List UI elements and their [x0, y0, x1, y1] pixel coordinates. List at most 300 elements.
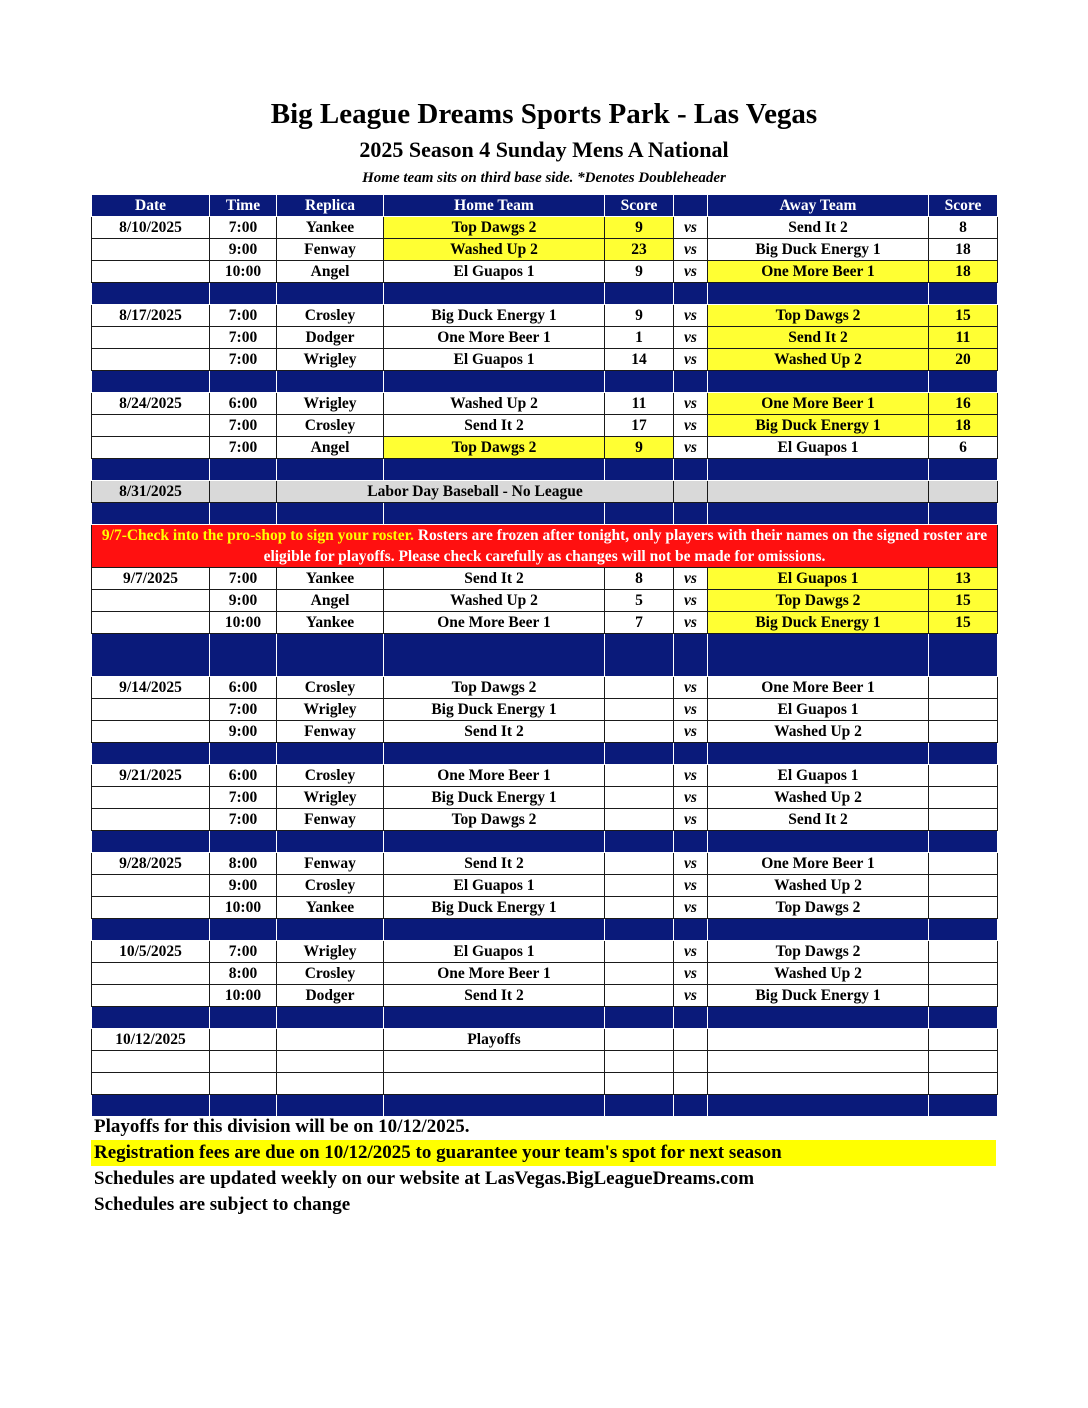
separator-cell: [929, 283, 998, 305]
away-team: Send It 2: [708, 217, 929, 239]
home-score: [605, 985, 674, 1007]
home-score: [605, 787, 674, 809]
separator-cell: [384, 1007, 605, 1029]
week-separator-row: [92, 459, 998, 481]
separator-cell: [92, 743, 210, 765]
vs-label: vs: [674, 239, 708, 261]
week-separator-row: [92, 919, 998, 941]
home-team: Send It 2: [384, 721, 605, 743]
away-team: Big Duck Energy 1: [708, 239, 929, 261]
game-date: [92, 437, 210, 459]
game-time: 7:00: [210, 437, 277, 459]
game-time: 7:00: [210, 327, 277, 349]
empty-cell: [210, 1073, 277, 1095]
home-team: El Guapos 1: [384, 349, 605, 371]
vs-label: vs: [674, 327, 708, 349]
separator-cell: [277, 283, 384, 305]
separator-cell: [92, 919, 210, 941]
separator-cell: [210, 919, 277, 941]
separator-cell: [210, 1007, 277, 1029]
game-time: 8:00: [210, 963, 277, 985]
empty-cell: [384, 1073, 605, 1095]
game-time: 7:00: [210, 217, 277, 239]
empty-cell: [674, 1029, 708, 1051]
roster-notice-lead: 9/7-Check into the pro-shop to sign your roster.: [101, 527, 414, 544]
game-date: [92, 349, 210, 371]
away-team: Big Duck Energy 1: [708, 415, 929, 437]
header-replica: Replica: [277, 195, 384, 217]
away-score: 13: [929, 568, 998, 590]
vs-label: vs: [674, 261, 708, 283]
game-date: [92, 415, 210, 437]
game-field: Fenway: [277, 721, 384, 743]
game-row: [92, 897, 998, 919]
away-score: 15: [929, 305, 998, 327]
away-score: [929, 699, 998, 721]
home-score: 9: [605, 305, 674, 327]
game-time: 6:00: [210, 677, 277, 699]
home-score: [605, 963, 674, 985]
empty-cell: [210, 1051, 277, 1073]
home-score: 7: [605, 612, 674, 634]
separator-cell: [384, 459, 605, 481]
separator-cell: [605, 743, 674, 765]
home-team: One More Beer 1: [384, 765, 605, 787]
game-date: [92, 963, 210, 985]
week-separator-row: [92, 371, 998, 393]
game-field: Crosley: [277, 963, 384, 985]
separator-cell: [929, 503, 998, 525]
game-time: 10:00: [210, 261, 277, 283]
vs-label: vs: [674, 699, 708, 721]
header-home-team: Home Team: [384, 195, 605, 217]
separator-cell: [674, 371, 708, 393]
game-row: [92, 239, 998, 261]
home-score: 9: [605, 437, 674, 459]
game-row: [92, 305, 998, 327]
separator-cell: [708, 831, 929, 853]
home-score: [605, 809, 674, 831]
header-away-score: Score: [929, 195, 998, 217]
vs-label: vs: [674, 677, 708, 699]
game-field: Fenway: [277, 853, 384, 875]
separator-cell: [384, 283, 605, 305]
game-time: 7:00: [210, 699, 277, 721]
vs-label: vs: [674, 349, 708, 371]
game-date: 10/5/2025: [92, 941, 210, 963]
home-team: Top Dawgs 2: [384, 217, 605, 239]
home-team: Top Dawgs 2: [384, 677, 605, 699]
separator-cell: [605, 503, 674, 525]
separator-cell: [92, 634, 210, 677]
separator-cell: [708, 503, 929, 525]
separator-cell: [605, 919, 674, 941]
vs-label: vs: [674, 875, 708, 897]
separator-cell: [92, 283, 210, 305]
separator-cell: [708, 1007, 929, 1029]
game-row: [92, 787, 998, 809]
schedule-table: [91, 194, 998, 1117]
vs-label: vs: [674, 853, 708, 875]
empty-cell: [929, 1073, 998, 1095]
footer-website-note: Schedules are updated weekly on our website at LasVegas.BigLeagueDreams.com: [94, 1168, 755, 1189]
vs-label: vs: [674, 217, 708, 239]
game-time: 7:00: [210, 787, 277, 809]
game-time: 10:00: [210, 612, 277, 634]
vs-label: vs: [674, 941, 708, 963]
away-score: [929, 765, 998, 787]
separator-cell: [708, 743, 929, 765]
game-row: [92, 765, 998, 787]
game-time: 7:00: [210, 349, 277, 371]
empty-cell: [384, 1051, 605, 1073]
game-row: [92, 721, 998, 743]
game-time: 9:00: [210, 590, 277, 612]
empty-cell: [674, 1073, 708, 1095]
separator-cell: [929, 831, 998, 853]
game-field: Angel: [277, 261, 384, 283]
game-row: [92, 261, 998, 283]
away-score: 11: [929, 327, 998, 349]
vs-label: vs: [674, 963, 708, 985]
separator-cell: [605, 283, 674, 305]
separator-cell: [708, 634, 929, 677]
separator-cell: [708, 371, 929, 393]
game-field: Fenway: [277, 239, 384, 261]
away-score: 18: [929, 239, 998, 261]
game-time: 6:00: [210, 765, 277, 787]
separator-cell: [277, 371, 384, 393]
game-field: Wrigley: [277, 393, 384, 415]
roster-notice: [92, 525, 998, 568]
empty-cell: [708, 1073, 929, 1095]
separator-cell: [92, 459, 210, 481]
separator-cell: [674, 634, 708, 677]
home-score: [605, 853, 674, 875]
home-score: [605, 765, 674, 787]
empty-cell: [674, 1051, 708, 1073]
home-team: Washed Up 2: [384, 393, 605, 415]
game-row: [92, 809, 998, 831]
separator-cell: [384, 919, 605, 941]
vs-label: vs: [674, 437, 708, 459]
away-score: [929, 721, 998, 743]
game-date: [92, 897, 210, 919]
home-team: Big Duck Energy 1: [384, 787, 605, 809]
game-row: [92, 941, 998, 963]
blank-row: [92, 1073, 998, 1095]
home-score: [605, 897, 674, 919]
game-field: Dodger: [277, 985, 384, 1007]
home-score: 9: [605, 217, 674, 239]
game-time: 7:00: [210, 809, 277, 831]
away-score: [929, 853, 998, 875]
away-score: [929, 941, 998, 963]
away-team: Top Dawgs 2: [708, 897, 929, 919]
game-date: 8/10/2025: [92, 217, 210, 239]
page-note: Home team sits on third base side. *Denotes Doubleheader: [362, 170, 726, 186]
header-home-score: Score: [605, 195, 674, 217]
separator-cell: [929, 1007, 998, 1029]
home-score: 9: [605, 261, 674, 283]
home-score: 5: [605, 590, 674, 612]
away-team: One More Beer 1: [708, 677, 929, 699]
header-date: Date: [92, 195, 210, 217]
home-score: [605, 699, 674, 721]
game-date: [92, 590, 210, 612]
empty-cell: [605, 1029, 674, 1051]
away-score: [929, 963, 998, 985]
home-score: [605, 677, 674, 699]
away-team: Washed Up 2: [708, 721, 929, 743]
home-team: Top Dawgs 2: [384, 809, 605, 831]
separator-cell: [277, 743, 384, 765]
home-team: Send It 2: [384, 415, 605, 437]
roster-notice-row: [92, 525, 998, 568]
home-team: El Guapos 1: [384, 875, 605, 897]
home-team: Big Duck Energy 1: [384, 699, 605, 721]
game-time: 9:00: [210, 239, 277, 261]
away-team: Top Dawgs 2: [708, 305, 929, 327]
home-team: One More Beer 1: [384, 612, 605, 634]
away-team: Washed Up 2: [708, 875, 929, 897]
game-row: [92, 612, 998, 634]
game-row: [92, 677, 998, 699]
home-score: [605, 721, 674, 743]
empty-cell: [210, 1029, 277, 1051]
game-date: 9/28/2025: [92, 853, 210, 875]
header-vs: [674, 195, 708, 217]
home-score: [605, 941, 674, 963]
separator-cell: [384, 634, 605, 677]
game-field: Crosley: [277, 765, 384, 787]
away-score: [929, 677, 998, 699]
empty-cell: [92, 1073, 210, 1095]
separator-cell: [674, 459, 708, 481]
separator-cell: [210, 634, 277, 677]
game-row: [92, 853, 998, 875]
game-time: 8:00: [210, 853, 277, 875]
away-score: [929, 897, 998, 919]
blank-row: [92, 1051, 998, 1073]
game-row: [92, 437, 998, 459]
separator-cell: [210, 459, 277, 481]
separator-cell: [210, 831, 277, 853]
game-field: Fenway: [277, 809, 384, 831]
game-field: Dodger: [277, 327, 384, 349]
game-row: [92, 875, 998, 897]
game-field: Wrigley: [277, 787, 384, 809]
separator-cell: [708, 919, 929, 941]
home-team: One More Beer 1: [384, 327, 605, 349]
empty-cell: [674, 481, 708, 503]
separator-cell: [929, 919, 998, 941]
game-date: [92, 809, 210, 831]
separator-cell: [277, 503, 384, 525]
separator-cell: [210, 371, 277, 393]
game-row: [92, 415, 998, 437]
home-score: [605, 875, 674, 897]
game-field: Angel: [277, 437, 384, 459]
week-separator-row: [92, 283, 998, 305]
separator-cell: [674, 1007, 708, 1029]
separator-cell: [210, 503, 277, 525]
week-separator-row: [92, 831, 998, 853]
separator-cell: [92, 371, 210, 393]
game-time: 10:00: [210, 985, 277, 1007]
game-row: [92, 568, 998, 590]
game-row: [92, 217, 998, 239]
separator-cell: [674, 743, 708, 765]
vs-label: vs: [674, 721, 708, 743]
holiday-text: Labor Day Baseball - No League: [277, 481, 674, 503]
game-time: 7:00: [210, 568, 277, 590]
vs-label: vs: [674, 305, 708, 327]
header-away-team: Away Team: [708, 195, 929, 217]
away-score: 8: [929, 217, 998, 239]
home-team: Send It 2: [384, 853, 605, 875]
home-score: 17: [605, 415, 674, 437]
empty-cell: [605, 1073, 674, 1095]
away-team: Send It 2: [708, 809, 929, 831]
separator-cell: [929, 743, 998, 765]
game-date: [92, 787, 210, 809]
empty-cell: [929, 1051, 998, 1073]
empty-cell: [277, 1029, 384, 1051]
vs-label: vs: [674, 393, 708, 415]
separator-cell: [92, 1007, 210, 1029]
game-date: 9/7/2025: [92, 568, 210, 590]
vs-label: vs: [674, 985, 708, 1007]
vs-label: vs: [674, 897, 708, 919]
home-score: 11: [605, 393, 674, 415]
empty-cell: [929, 1029, 998, 1051]
separator-cell: [674, 831, 708, 853]
game-date: [92, 985, 210, 1007]
header-time: Time: [210, 195, 277, 217]
separator-cell: [605, 634, 674, 677]
empty-cell: [929, 481, 998, 503]
away-team: Big Duck Energy 1: [708, 612, 929, 634]
home-score: 23: [605, 239, 674, 261]
separator-cell: [210, 743, 277, 765]
game-date: 8/17/2025: [92, 305, 210, 327]
away-team: El Guapos 1: [708, 765, 929, 787]
away-team: El Guapos 1: [708, 699, 929, 721]
game-field: Crosley: [277, 677, 384, 699]
away-team: El Guapos 1: [708, 437, 929, 459]
separator-cell: [605, 459, 674, 481]
separator-cell: [605, 1007, 674, 1029]
separator-cell: [92, 503, 210, 525]
game-row: [92, 327, 998, 349]
away-team: One More Beer 1: [708, 853, 929, 875]
game-field: Crosley: [277, 875, 384, 897]
away-score: 16: [929, 393, 998, 415]
week-separator-row: [92, 634, 998, 677]
away-team: One More Beer 1: [708, 393, 929, 415]
game-row: [92, 393, 998, 415]
away-team: Send It 2: [708, 327, 929, 349]
separator-cell: [708, 283, 929, 305]
separator-cell: [674, 503, 708, 525]
away-score: 18: [929, 261, 998, 283]
game-date: [92, 239, 210, 261]
game-date: [92, 699, 210, 721]
home-score: 8: [605, 568, 674, 590]
away-score: 15: [929, 590, 998, 612]
away-team: One More Beer 1: [708, 261, 929, 283]
vs-label: vs: [674, 787, 708, 809]
game-row: [92, 590, 998, 612]
home-team: Top Dawgs 2: [384, 437, 605, 459]
separator-cell: [277, 634, 384, 677]
separator-cell: [384, 831, 605, 853]
game-field: Crosley: [277, 415, 384, 437]
game-time: 9:00: [210, 875, 277, 897]
game-date: [92, 261, 210, 283]
home-team: Big Duck Energy 1: [384, 897, 605, 919]
away-score: 18: [929, 415, 998, 437]
vs-label: vs: [674, 590, 708, 612]
away-team: El Guapos 1: [708, 568, 929, 590]
game-row: [92, 699, 998, 721]
week-separator-row: [92, 743, 998, 765]
away-team: Washed Up 2: [708, 787, 929, 809]
away-team: Top Dawgs 2: [708, 941, 929, 963]
game-row: [92, 349, 998, 371]
game-date: 9/21/2025: [92, 765, 210, 787]
away-score: [929, 809, 998, 831]
separator-cell: [929, 371, 998, 393]
away-team: Washed Up 2: [708, 963, 929, 985]
separator-cell: [277, 919, 384, 941]
away-score: [929, 985, 998, 1007]
empty-cell: [708, 481, 929, 503]
game-field: Angel: [277, 590, 384, 612]
holiday-date: 8/31/2025: [92, 481, 210, 503]
footer-playoffs-note: Playoffs for this division will be on 10/12/2025.: [94, 1116, 470, 1137]
separator-cell: [605, 371, 674, 393]
vs-label: vs: [674, 415, 708, 437]
vs-label: vs: [674, 568, 708, 590]
holiday-row: [92, 481, 998, 503]
home-team: One More Beer 1: [384, 963, 605, 985]
separator-cell: [929, 459, 998, 481]
game-time: 10:00: [210, 897, 277, 919]
separator-cell: [708, 459, 929, 481]
away-team: Washed Up 2: [708, 349, 929, 371]
away-team: Big Duck Energy 1: [708, 985, 929, 1007]
away-team: Top Dawgs 2: [708, 590, 929, 612]
week-separator-row: [92, 1007, 998, 1029]
game-field: Wrigley: [277, 699, 384, 721]
separator-cell: [277, 459, 384, 481]
empty-cell: [210, 481, 277, 503]
separator-cell: [929, 634, 998, 677]
home-team: Big Duck Energy 1: [384, 305, 605, 327]
game-field: Yankee: [277, 612, 384, 634]
vs-label: vs: [674, 809, 708, 831]
game-time: 7:00: [210, 305, 277, 327]
home-team: Washed Up 2: [384, 239, 605, 261]
game-field: Yankee: [277, 217, 384, 239]
playoff-row: [92, 1029, 998, 1051]
game-field: Wrigley: [277, 941, 384, 963]
game-date: [92, 875, 210, 897]
separator-cell: [384, 371, 605, 393]
home-team: Washed Up 2: [384, 590, 605, 612]
